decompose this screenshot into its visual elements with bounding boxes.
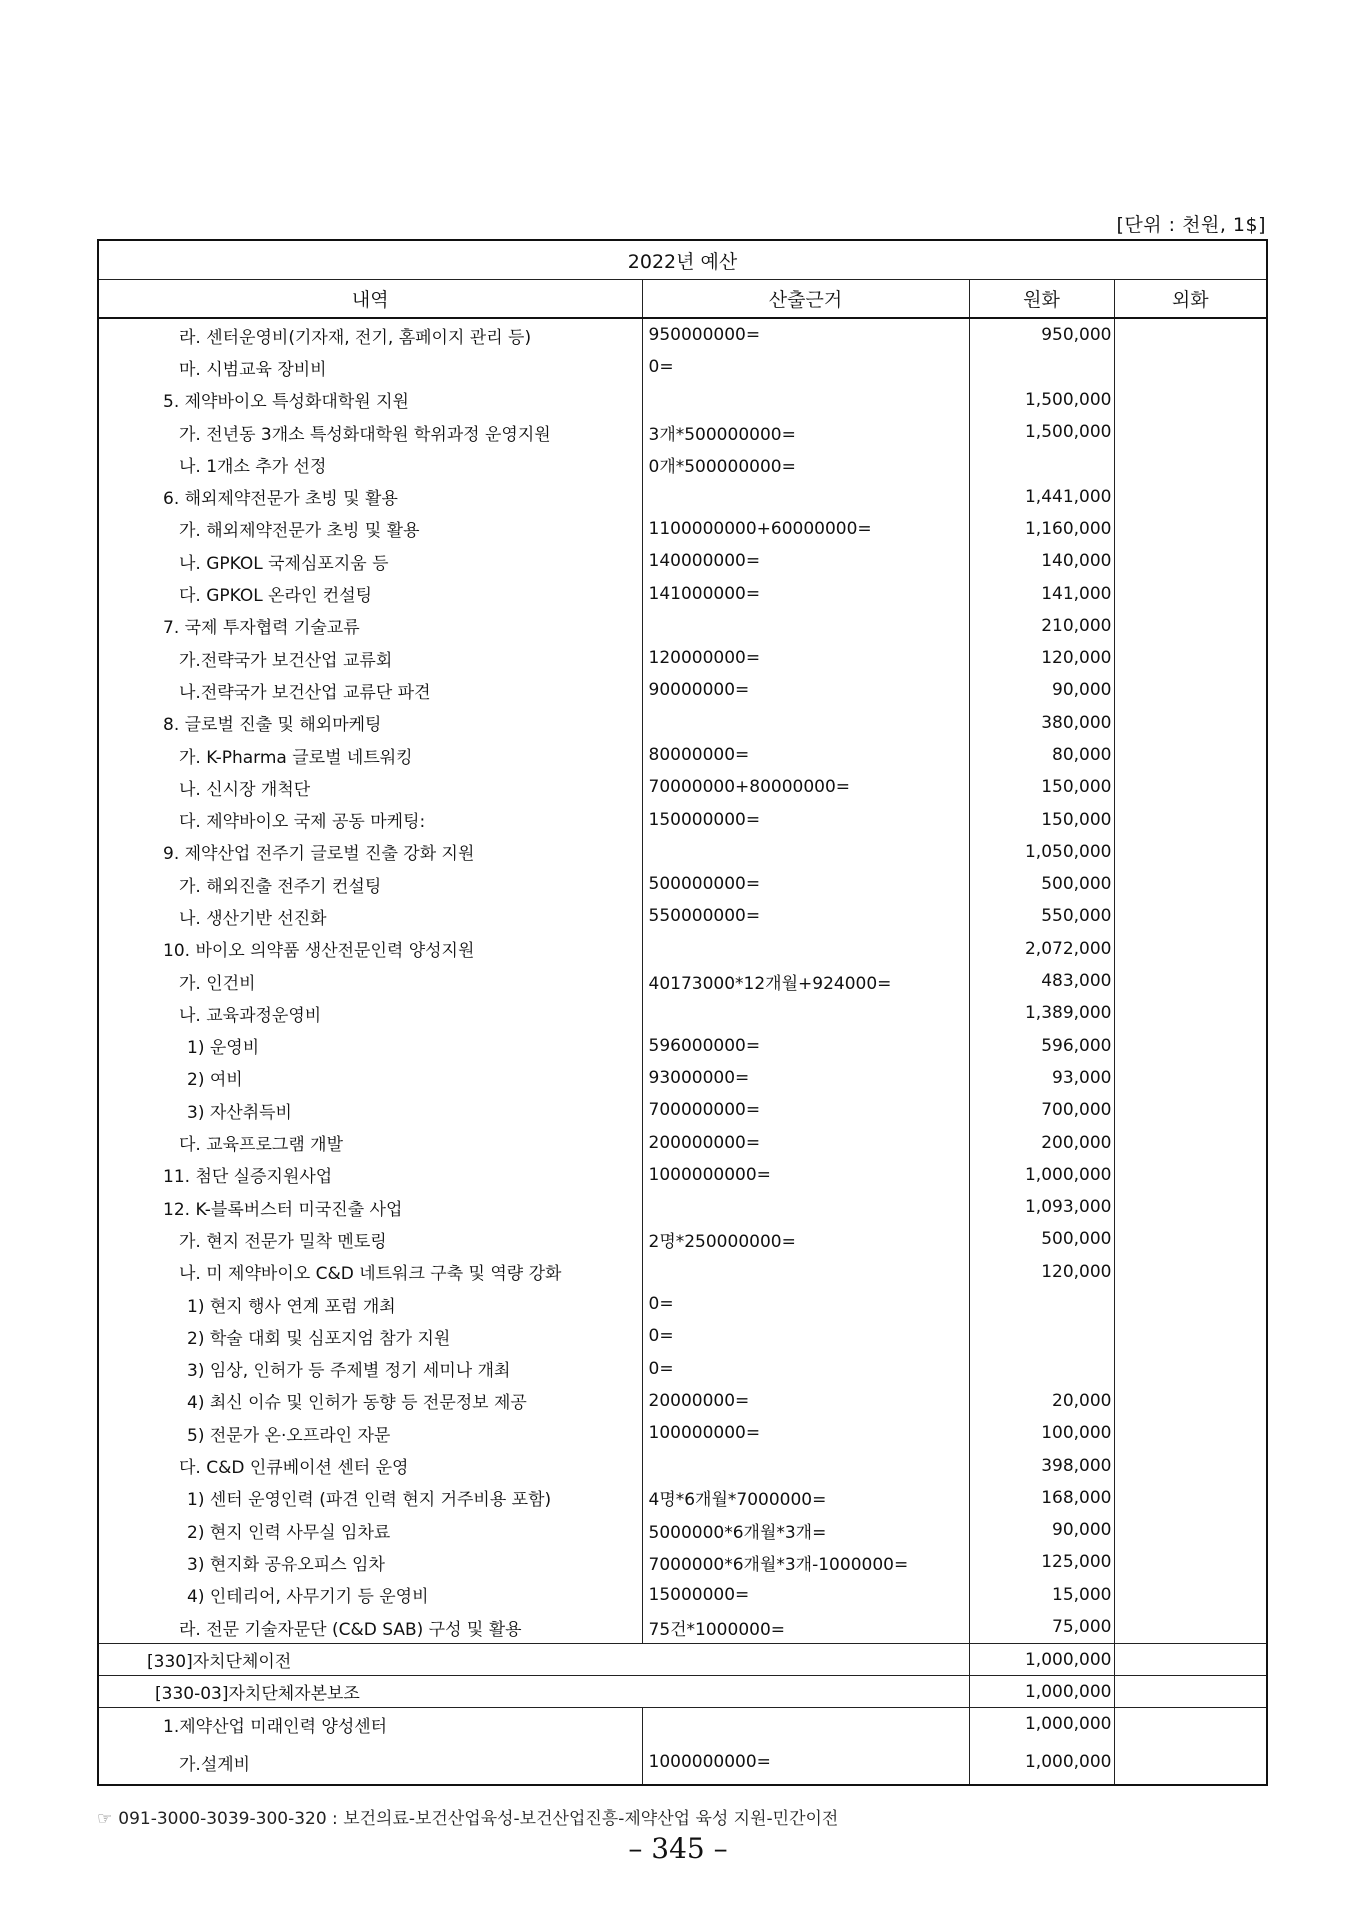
row-krw: 140,000	[969, 545, 1114, 577]
row-basis	[642, 1449, 969, 1481]
table-row	[98, 1546, 1267, 1578]
row-basis	[642, 1191, 969, 1223]
row-item: 가. 전년동 3개소 특성화대학원 학위과정 운영지원	[98, 416, 642, 448]
row-basis: 1100000000+60000000=	[642, 513, 969, 545]
row-krw: 15,000	[969, 1579, 1114, 1611]
table-row	[98, 1062, 1267, 1094]
row-item: 나. 1개소 추가 선정	[98, 448, 642, 480]
row-item: 라. 센터운영비(기자재, 전기, 홈페이지 관리 등)	[98, 318, 642, 351]
row-krw: 75,000	[969, 1611, 1114, 1644]
row-krw: 398,000	[969, 1449, 1114, 1481]
column-header-fx: 외화	[1114, 280, 1267, 319]
row-krw: 90,000	[969, 1514, 1114, 1546]
row-krw: 1,389,000	[969, 997, 1114, 1029]
row-basis	[642, 384, 969, 416]
row-basis: 20000000=	[642, 1385, 969, 1417]
footnote-text: 091-3000-3039-300-320 : 보건의료-보건산업육성-보건산업진흥-제약산업 육성 지원-민간이전	[118, 1809, 839, 1829]
table-row	[98, 1094, 1267, 1126]
row-basis: 141000000=	[642, 577, 969, 609]
row-basis: 0=	[642, 1353, 969, 1385]
table-row	[98, 1288, 1267, 1320]
table-row	[98, 868, 1267, 900]
row-fx	[1114, 351, 1267, 383]
row-basis: 80000000=	[642, 739, 969, 771]
row-krw: 210,000	[969, 610, 1114, 642]
table-row	[98, 707, 1267, 739]
row-basis: 0=	[642, 1288, 969, 1320]
row-fx	[1114, 1417, 1267, 1449]
row-fx	[1114, 1256, 1267, 1288]
row-item: 나. GPKOL 국제심포지움 등	[98, 545, 642, 577]
row-basis: 700000000=	[642, 1094, 969, 1126]
pointing-hand-icon: ☞	[97, 1809, 113, 1829]
row-fx	[1114, 384, 1267, 416]
row-item: 3) 임상, 인허가 등 주제별 정기 세미나 개최	[98, 1353, 642, 1385]
row-basis	[642, 1256, 969, 1288]
row-basis: 40173000*12개월+924000=	[642, 965, 969, 997]
row-item: 11. 첨단 실증지원사업	[98, 1159, 642, 1191]
row-fx	[1114, 1062, 1267, 1094]
row-fx	[1114, 868, 1267, 900]
table-row	[98, 1449, 1267, 1481]
table-row	[98, 1126, 1267, 1158]
table-row	[98, 965, 1267, 997]
row-item: 1.제약산업 미래인력 양성센터	[98, 1708, 642, 1741]
row-krw: 20,000	[969, 1385, 1114, 1417]
row-item: 다. 제약바이오 국제 공동 마케팅:	[98, 803, 642, 835]
row-krw: 380,000	[969, 707, 1114, 739]
table-body	[98, 318, 1267, 1785]
table-row	[98, 1611, 1267, 1644]
row-item: 다. C&D 인큐베이션 센터 운영	[98, 1449, 642, 1481]
table-row	[98, 513, 1267, 545]
row-fx	[1114, 965, 1267, 997]
table-row	[98, 1385, 1267, 1417]
table-row	[98, 1256, 1267, 1288]
summary-krw: 1,000,000	[969, 1676, 1114, 1708]
table-row	[98, 545, 1267, 577]
summary-krw: 1,000,000	[969, 1644, 1114, 1676]
row-basis: 140000000=	[642, 545, 969, 577]
row-basis: 200000000=	[642, 1126, 969, 1158]
row-basis: 596000000=	[642, 1030, 969, 1062]
table-row	[98, 739, 1267, 771]
row-basis: 93000000=	[642, 1062, 969, 1094]
row-krw: 100,000	[969, 1417, 1114, 1449]
row-fx	[1114, 739, 1267, 771]
row-krw: 150,000	[969, 803, 1114, 835]
column-header-basis: 산출근거	[642, 280, 969, 319]
table-row	[98, 1740, 1267, 1785]
row-item: 10. 바이오 의약품 생산전문인력 양성지원	[98, 933, 642, 965]
row-basis: 3개*500000000=	[642, 416, 969, 448]
row-krw: 200,000	[969, 1126, 1114, 1158]
row-krw: 2,072,000	[969, 933, 1114, 965]
row-fx	[1114, 1159, 1267, 1191]
table-row	[98, 1708, 1267, 1741]
row-basis: 70000000+80000000=	[642, 771, 969, 803]
row-basis: 100000000=	[642, 1417, 969, 1449]
row-basis: 500000000=	[642, 868, 969, 900]
row-item: 나. 신시장 개척단	[98, 771, 642, 803]
row-fx	[1114, 1514, 1267, 1546]
row-basis: 150000000=	[642, 803, 969, 835]
row-fx	[1114, 513, 1267, 545]
row-basis	[642, 480, 969, 512]
row-krw: 483,000	[969, 965, 1114, 997]
row-krw: 150,000	[969, 771, 1114, 803]
row-krw: 550,000	[969, 900, 1114, 932]
table-row	[98, 1030, 1267, 1062]
column-header-item: 내역	[98, 280, 642, 319]
summary-item: [330-03]자치단체자본보조	[98, 1676, 969, 1708]
row-krw: 1,093,000	[969, 1191, 1114, 1223]
row-basis	[642, 997, 969, 1029]
row-krw: 1,160,000	[969, 513, 1114, 545]
table-row	[98, 803, 1267, 835]
row-fx	[1114, 318, 1267, 351]
row-item: 가. 현지 전문가 밀착 멘토링	[98, 1223, 642, 1255]
table-row	[98, 577, 1267, 609]
row-item: 5. 제약바이오 특성화대학원 지원	[98, 384, 642, 416]
row-basis: 7000000*6개월*3개-1000000=	[642, 1546, 969, 1578]
row-item: 1) 운영비	[98, 1030, 642, 1062]
table-row	[98, 933, 1267, 965]
row-basis: 1000000000=	[642, 1740, 969, 1785]
footnote	[97, 1804, 838, 1829]
budget-table	[97, 239, 1268, 1786]
row-krw: 596,000	[969, 1030, 1114, 1062]
table-row	[98, 674, 1267, 706]
row-krw: 500,000	[969, 868, 1114, 900]
row-item: 2) 현지 인력 사무실 임차료	[98, 1514, 642, 1546]
row-fx	[1114, 1708, 1267, 1741]
row-fx	[1114, 448, 1267, 480]
row-basis	[642, 1708, 969, 1741]
row-fx	[1114, 707, 1267, 739]
row-basis: 950000000=	[642, 318, 969, 351]
table-row	[98, 1223, 1267, 1255]
table-row	[98, 610, 1267, 642]
row-fx	[1114, 1449, 1267, 1481]
table-row	[98, 1514, 1267, 1546]
row-basis: 0개*500000000=	[642, 448, 969, 480]
row-item: 가. 인건비	[98, 965, 642, 997]
table-row	[98, 1579, 1267, 1611]
summary-item: [330]자치단체이전	[98, 1644, 969, 1676]
row-fx	[1114, 642, 1267, 674]
row-item: 가.설계비	[98, 1740, 642, 1785]
table-row	[98, 1320, 1267, 1352]
row-fx	[1114, 1094, 1267, 1126]
row-krw: 1,500,000	[969, 416, 1114, 448]
row-item: 나. 생산기반 선진화	[98, 900, 642, 932]
row-fx	[1114, 900, 1267, 932]
row-krw: 168,000	[969, 1482, 1114, 1514]
column-header-krw: 원화	[969, 280, 1114, 319]
row-krw: 950,000	[969, 318, 1114, 351]
table-row	[98, 1159, 1267, 1191]
table-row	[98, 836, 1267, 868]
row-item: 가.전략국가 보건산업 교류회	[98, 642, 642, 674]
table-row	[98, 1191, 1267, 1223]
row-fx	[1114, 1385, 1267, 1417]
row-krw	[969, 1288, 1114, 1320]
row-krw	[969, 351, 1114, 383]
row-fx	[1114, 1126, 1267, 1158]
row-item: 나. 미 제약바이오 C&D 네트워크 구축 및 역량 강화	[98, 1256, 642, 1288]
row-item: 4) 최신 이슈 및 인허가 동향 등 전문정보 제공	[98, 1385, 642, 1417]
row-krw: 1,441,000	[969, 480, 1114, 512]
table-row	[98, 384, 1267, 416]
table-row	[98, 351, 1267, 383]
row-fx	[1114, 674, 1267, 706]
table-row	[98, 1417, 1267, 1449]
row-krw: 125,000	[969, 1546, 1114, 1578]
row-basis: 75건*1000000=	[642, 1611, 969, 1644]
row-basis	[642, 836, 969, 868]
row-krw: 141,000	[969, 577, 1114, 609]
row-item: 가. 해외진출 전주기 컨설팅	[98, 868, 642, 900]
table-row	[98, 997, 1267, 1029]
row-krw	[969, 1320, 1114, 1352]
row-basis: 90000000=	[642, 674, 969, 706]
row-fx	[1114, 1320, 1267, 1352]
row-item: 6. 해외제약전문가 초빙 및 활용	[98, 480, 642, 512]
row-fx	[1114, 1740, 1267, 1785]
table-row	[98, 1482, 1267, 1514]
row-item: 5) 전문가 온·오프라인 자문	[98, 1417, 642, 1449]
year-header: 2022년 예산	[98, 240, 1267, 280]
table-row	[98, 900, 1267, 932]
summary-row	[98, 1644, 1267, 1676]
row-krw: 120,000	[969, 1256, 1114, 1288]
row-item: 1) 센터 운영인력 (파견 인력 현지 거주비용 포함)	[98, 1482, 642, 1514]
row-krw: 1,000,000	[969, 1159, 1114, 1191]
row-krw	[969, 448, 1114, 480]
row-item: 2) 학술 대회 및 심포지엄 참가 지원	[98, 1320, 642, 1352]
unit-label: [단위 : 천원, 1$]	[1116, 214, 1266, 236]
table-row	[98, 448, 1267, 480]
row-krw: 1,050,000	[969, 836, 1114, 868]
table-row	[98, 416, 1267, 448]
row-basis	[642, 610, 969, 642]
row-item: 1) 현지 행사 연계 포럼 개최	[98, 1288, 642, 1320]
row-item: 나.전략국가 보건산업 교류단 파견	[98, 674, 642, 706]
row-krw: 90,000	[969, 674, 1114, 706]
row-fx	[1114, 545, 1267, 577]
row-fx	[1114, 577, 1267, 609]
row-item: 가. 해외제약전문가 초빙 및 활용	[98, 513, 642, 545]
row-fx	[1114, 610, 1267, 642]
row-basis: 5000000*6개월*3개=	[642, 1514, 969, 1546]
row-fx	[1114, 1353, 1267, 1385]
row-basis: 550000000=	[642, 900, 969, 932]
row-fx	[1114, 416, 1267, 448]
row-item: 7. 국제 투자협력 기술교류	[98, 610, 642, 642]
row-item: 다. 교육프로그램 개발	[98, 1126, 642, 1158]
row-basis	[642, 707, 969, 739]
row-item: 라. 전문 기술자문단 (C&D SAB) 구성 및 활용	[98, 1611, 642, 1644]
row-fx	[1114, 1030, 1267, 1062]
row-fx	[1114, 1191, 1267, 1223]
row-item: 3) 현지화 공유오피스 임차	[98, 1546, 642, 1578]
row-krw: 93,000	[969, 1062, 1114, 1094]
page-number: – 345 –	[628, 1832, 728, 1865]
summary-row	[98, 1676, 1267, 1708]
row-item: 나. 교육과정운영비	[98, 997, 642, 1029]
row-fx	[1114, 836, 1267, 868]
row-fx	[1114, 1611, 1267, 1644]
row-fx	[1114, 480, 1267, 512]
row-krw: 500,000	[969, 1223, 1114, 1255]
row-krw: 80,000	[969, 739, 1114, 771]
table-row	[98, 318, 1267, 351]
row-basis: 15000000=	[642, 1579, 969, 1611]
row-fx	[1114, 997, 1267, 1029]
row-krw	[969, 1353, 1114, 1385]
row-krw: 120,000	[969, 642, 1114, 674]
row-item: 가. K-Pharma 글로벌 네트워킹	[98, 739, 642, 771]
row-krw: 1,000,000	[969, 1740, 1114, 1785]
row-krw: 700,000	[969, 1094, 1114, 1126]
summary-fx	[1114, 1676, 1267, 1708]
row-item: 12. K-블록버스터 미국진출 사업	[98, 1191, 642, 1223]
table-row	[98, 642, 1267, 674]
summary-fx	[1114, 1644, 1267, 1676]
row-basis	[642, 933, 969, 965]
row-item: 다. GPKOL 온라인 컨설팅	[98, 577, 642, 609]
row-basis: 0=	[642, 351, 969, 383]
row-item: 9. 제약산업 전주기 글로벌 진출 강화 지원	[98, 836, 642, 868]
row-fx	[1114, 1546, 1267, 1578]
row-basis: 120000000=	[642, 642, 969, 674]
row-fx	[1114, 933, 1267, 965]
row-fx	[1114, 1288, 1267, 1320]
table-row	[98, 480, 1267, 512]
row-fx	[1114, 1223, 1267, 1255]
table-row	[98, 771, 1267, 803]
row-item: 마. 시범교육 장비비	[98, 351, 642, 383]
row-basis: 4명*6개월*7000000=	[642, 1482, 969, 1514]
row-fx	[1114, 1482, 1267, 1514]
row-item: 4) 인테리어, 사무기기 등 운영비	[98, 1579, 642, 1611]
row-krw: 1,000,000	[969, 1708, 1114, 1741]
row-basis: 2명*250000000=	[642, 1223, 969, 1255]
table-row	[98, 1353, 1267, 1385]
row-item: 2) 여비	[98, 1062, 642, 1094]
row-item: 3) 자산취득비	[98, 1094, 642, 1126]
row-fx	[1114, 803, 1267, 835]
row-fx	[1114, 1579, 1267, 1611]
row-fx	[1114, 771, 1267, 803]
row-basis: 1000000000=	[642, 1159, 969, 1191]
row-item: 8. 글로벌 진출 및 해외마케팅	[98, 707, 642, 739]
row-krw: 1,500,000	[969, 384, 1114, 416]
row-basis: 0=	[642, 1320, 969, 1352]
